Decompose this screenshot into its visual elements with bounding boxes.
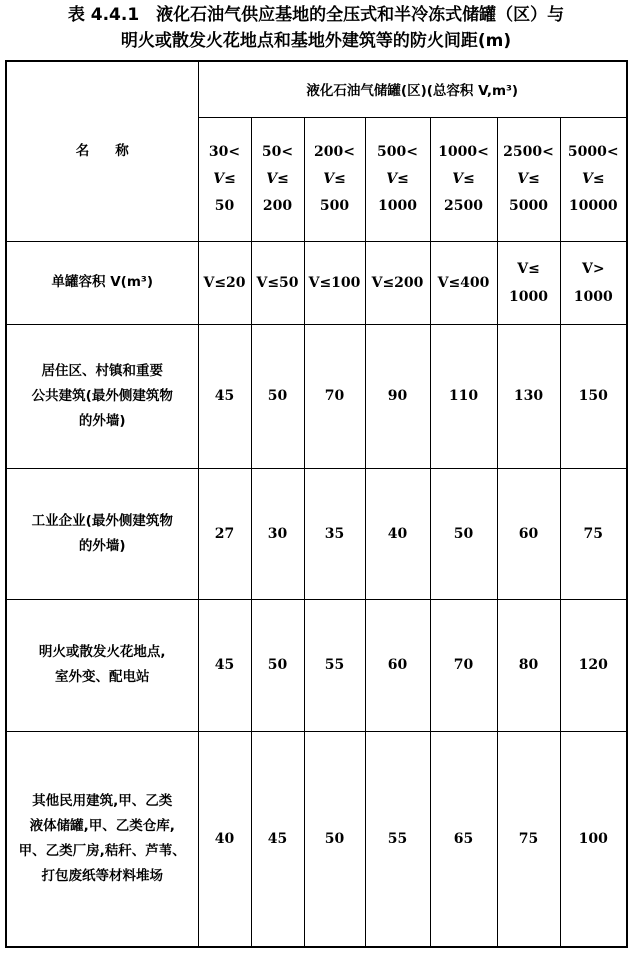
- table-cell: 55: [304, 599, 365, 731]
- single-tank-label: 单罐容积 V(m³): [6, 241, 198, 324]
- table-cell: 40: [365, 468, 430, 599]
- single-tank-row: [6, 241, 627, 324]
- row-name: 工业企业(最外侧建筑物 的外墙): [6, 468, 198, 599]
- single-tank-cell: V≤400: [430, 241, 497, 324]
- table-cell: 60: [497, 468, 560, 599]
- table-title-line-1: 表 4.4.1 液化石油气供应基地的全压式和半冷冻式储罐（区）与: [67, 5, 565, 25]
- range-header: 1000< V≤ 2500: [430, 117, 497, 241]
- table-cell: 35: [304, 468, 365, 599]
- single-tank-cell: V≤ 1000: [497, 241, 560, 324]
- table-cell: 100: [560, 731, 627, 947]
- range-header: 5000< V≤ 10000: [560, 117, 627, 241]
- table-cell: 50: [430, 468, 497, 599]
- row-name: 明火或散发火花地点, 室外变、配电站: [6, 599, 198, 731]
- table-cell: 65: [430, 731, 497, 947]
- header-row-group: [6, 61, 627, 117]
- table-cell: 150: [560, 324, 627, 468]
- table-cell: 50: [251, 324, 304, 468]
- table-cell: 45: [198, 324, 251, 468]
- table-row: [6, 731, 627, 947]
- row-name: 其他民用建筑,甲、乙类 液体储罐,甲、乙类仓库, 甲、乙类厂房,秸秆、芦苇、 打包废纸等材料堆场: [6, 731, 198, 947]
- fire-distance-table: [5, 60, 628, 948]
- table-title-line-2: 明火或散发火花地点和基地外建筑等的防火间距(m): [120, 31, 512, 51]
- table-cell: 80: [497, 599, 560, 731]
- single-tank-cell: V≤50: [251, 241, 304, 324]
- table-cell: 45: [198, 599, 251, 731]
- table-row: [6, 599, 627, 731]
- table-cell: 90: [365, 324, 430, 468]
- range-header: 2500< V≤ 5000: [497, 117, 560, 241]
- table-cell: 110: [430, 324, 497, 468]
- table-cell: 130: [497, 324, 560, 468]
- table-row: [6, 324, 627, 468]
- table-cell: 70: [304, 324, 365, 468]
- table-cell: 27: [198, 468, 251, 599]
- table-cell: 40: [198, 731, 251, 947]
- single-tank-cell: V≤200: [365, 241, 430, 324]
- single-tank-cell: V> 1000: [560, 241, 627, 324]
- table-cell: 50: [251, 599, 304, 731]
- table-cell: 70: [430, 599, 497, 731]
- range-header: 50< V≤ 200: [251, 117, 304, 241]
- table-cell: 45: [251, 731, 304, 947]
- name-header-label: 名称: [75, 142, 155, 159]
- volume-group-header: 液化石油气储罐(区)(总容积 V,m³): [198, 61, 627, 117]
- table-cell: 60: [365, 599, 430, 731]
- range-header: 200< V≤ 500: [304, 117, 365, 241]
- single-tank-cell: V≤20: [198, 241, 251, 324]
- table-cell: 30: [251, 468, 304, 599]
- table-cell: 55: [365, 731, 430, 947]
- table-cell: 75: [497, 731, 560, 947]
- table-cell: 50: [304, 731, 365, 947]
- table-cell: 75: [560, 468, 627, 599]
- range-header: 30< V≤ 50: [198, 117, 251, 241]
- row-name: 居住区、村镇和重要 公共建筑(最外侧建筑物 的外墙): [6, 324, 198, 468]
- range-header: 500< V≤ 1000: [365, 117, 430, 241]
- table-row: [6, 468, 627, 599]
- table-cell: 120: [560, 599, 627, 731]
- single-tank-cell: V≤100: [304, 241, 365, 324]
- name-header: [6, 61, 198, 241]
